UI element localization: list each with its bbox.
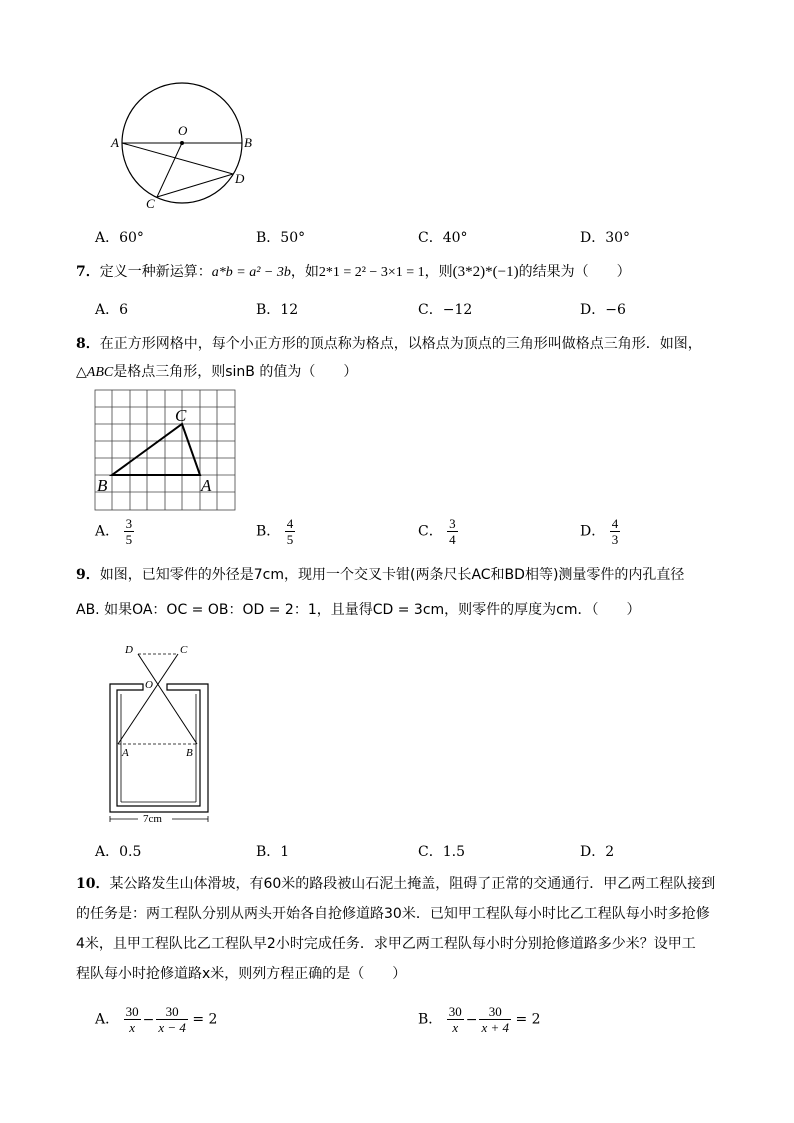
q8-option-d xyxy=(580,516,620,547)
center-point xyxy=(180,141,184,145)
q8-option-d-label: D． xyxy=(580,523,606,540)
label-o: O xyxy=(145,679,153,691)
segment-cd xyxy=(157,174,233,197)
label-a: A xyxy=(111,135,119,150)
q8-option-d-fraction xyxy=(610,516,621,547)
q8-grid-figure xyxy=(90,385,240,515)
q9-question-line2 xyxy=(76,600,641,620)
q6-option-d: D．30° xyxy=(580,230,631,246)
q9-option-c: C．1.5 xyxy=(418,844,465,860)
q7-number: 7． xyxy=(76,264,100,280)
q10-option-a xyxy=(95,1004,217,1035)
q9-number: 9． xyxy=(76,567,100,583)
q8-option-b-label: B． xyxy=(256,523,281,540)
q8-line1: 在正方形网格中，每个小正方形的顶点称为格点，以格点为顶点的三角形叫做格点三角形．如图， xyxy=(99,336,702,352)
q10-option-b-label: B． xyxy=(418,1011,443,1028)
q10-number: 10． xyxy=(76,876,110,892)
grid-lines xyxy=(95,390,235,510)
q10-line1: 某公路发生山体滑坡，有60米的路段被山石泥土掩盖，阻碍了正常的交通通行．甲乙两工程队接到 xyxy=(109,876,716,892)
q6-option-b: B．50° xyxy=(256,230,306,246)
q7-question xyxy=(76,262,631,283)
q8-question-line1 xyxy=(76,334,702,354)
label-b: B xyxy=(244,135,252,150)
q8-number: 8． xyxy=(76,336,100,352)
q10-option-b xyxy=(418,1004,541,1035)
fraction-denominator: x + 4 xyxy=(481,1020,510,1035)
label-c: C xyxy=(146,196,155,211)
fraction-denominator: x xyxy=(129,1020,135,1035)
q10-option-b-fraction-2 xyxy=(479,1004,511,1035)
label-a: A xyxy=(122,747,129,759)
q7-formula-3: (3*2)*(−1) xyxy=(452,264,519,280)
q10-question-line1 xyxy=(76,874,715,894)
q8-option-a-label: A． xyxy=(95,523,120,540)
q10-question-line4: 程队每小时抢修道路x米，则列方程正确的是（ ） xyxy=(76,966,407,982)
fraction-denominator: 4 xyxy=(449,532,456,547)
q8-triangle-symbol: △ABC xyxy=(76,365,114,380)
q9-option-d: D．2 xyxy=(580,844,615,860)
q8-question-line2 xyxy=(76,362,357,383)
fraction-numerator: 30 xyxy=(479,1004,511,1020)
q9-caliper-figure xyxy=(100,638,220,823)
q8-option-c xyxy=(418,516,458,547)
segment-ad xyxy=(122,143,233,174)
fraction-numerator: 3 xyxy=(125,516,133,531)
fraction-numerator: 30 xyxy=(156,1004,188,1020)
q6-circle-figure xyxy=(100,78,270,218)
segment-oc xyxy=(157,143,182,197)
label-b: B xyxy=(97,476,108,495)
fraction-denominator: 5 xyxy=(125,532,133,547)
q10-option-a-rhs: = 2 xyxy=(192,1011,218,1028)
fraction-denominator: 5 xyxy=(286,532,294,547)
q8-option-b xyxy=(256,516,295,547)
q7-option-d: D．−6 xyxy=(580,302,626,318)
q10-option-b-rhs: = 2 xyxy=(515,1011,541,1028)
q7-option-a: A．6 xyxy=(95,302,129,318)
fraction-numerator: 30 xyxy=(125,1004,139,1019)
label-b: B xyxy=(186,747,193,759)
label-a: A xyxy=(201,476,212,495)
q10-question-line2: 的任务是：两工程队分别从两头开始各自抢修道路30米．已知甲工程队每小时比乙工程队每小时多抢修 xyxy=(76,906,710,922)
q9-question-line1 xyxy=(76,565,684,585)
label-d: D xyxy=(125,644,133,656)
fraction-numerator: 4 xyxy=(286,516,294,531)
label-d: D xyxy=(235,171,245,186)
q8-option-b-fraction xyxy=(285,516,296,547)
q7-option-b: B．12 xyxy=(256,302,299,318)
q9-line1: 如图，已知零件的外径是7cm，现用一个交叉卡钳(两条尺长AC和BD相等)测量零件的内孔直径 xyxy=(99,567,685,583)
q6-option-c: C．40° xyxy=(418,230,468,246)
caliper-ac xyxy=(118,654,178,744)
fraction-numerator: 3 xyxy=(449,516,456,531)
fraction-denominator: x − 4 xyxy=(158,1020,186,1035)
q8-option-a xyxy=(95,516,134,547)
minus-sign: − xyxy=(465,1011,478,1028)
q9-option-a: A．0.5 xyxy=(95,844,142,860)
q7-option-c: C．−12 xyxy=(418,302,473,318)
q7-text-c: ，则 xyxy=(424,264,453,280)
q8-option-c-label: C． xyxy=(418,523,443,540)
q10-option-b-fraction-1 xyxy=(447,1004,464,1035)
caliper-bd xyxy=(138,654,197,744)
q7-formula-2: 2*1 = 2² − 3×1 = 1 xyxy=(318,265,425,280)
q8-option-a-fraction xyxy=(124,516,135,547)
q7-formula-1: a*b = a² − 3b xyxy=(211,265,291,280)
q10-question-line3: 4米，且甲工程队比乙工程队早2小时完成任务．求甲乙两工程队每小时分别抢修道路多少米？设甲工 xyxy=(76,936,696,952)
fraction-numerator: 30 xyxy=(448,1004,462,1019)
q8-option-c-fraction xyxy=(447,516,458,547)
label-c: C xyxy=(180,644,188,656)
minus-sign: − xyxy=(142,1011,155,1028)
q7-text-b: ，如 xyxy=(290,264,319,280)
triangle-abc xyxy=(112,424,200,475)
q9-option-b: B．1 xyxy=(256,844,290,860)
fraction-denominator: x xyxy=(452,1020,459,1035)
q10-option-a-fraction-2 xyxy=(156,1004,188,1035)
q9-line2: AB. 如果OA：OC = OB：OD = 2：1，且量得CD = 3cm，则零件的厚度为cm．（ ） xyxy=(76,602,641,618)
dimension-label: 7cm xyxy=(143,813,162,823)
fraction-numerator: 4 xyxy=(611,516,619,531)
q8-line2: 是格点三角形，则sinB 的值为（ ） xyxy=(113,364,358,380)
label-c: C xyxy=(175,406,187,425)
label-o: O xyxy=(178,123,188,138)
q10-option-a-fraction-1 xyxy=(124,1004,141,1035)
q7-text-a: 定义一种新运算： xyxy=(99,264,212,280)
q6-option-a: A．60° xyxy=(95,230,144,246)
fraction-denominator: 3 xyxy=(611,532,619,547)
q7-text-d: 的结果为（ ） xyxy=(518,264,631,280)
q10-option-a-label: A． xyxy=(95,1011,120,1028)
